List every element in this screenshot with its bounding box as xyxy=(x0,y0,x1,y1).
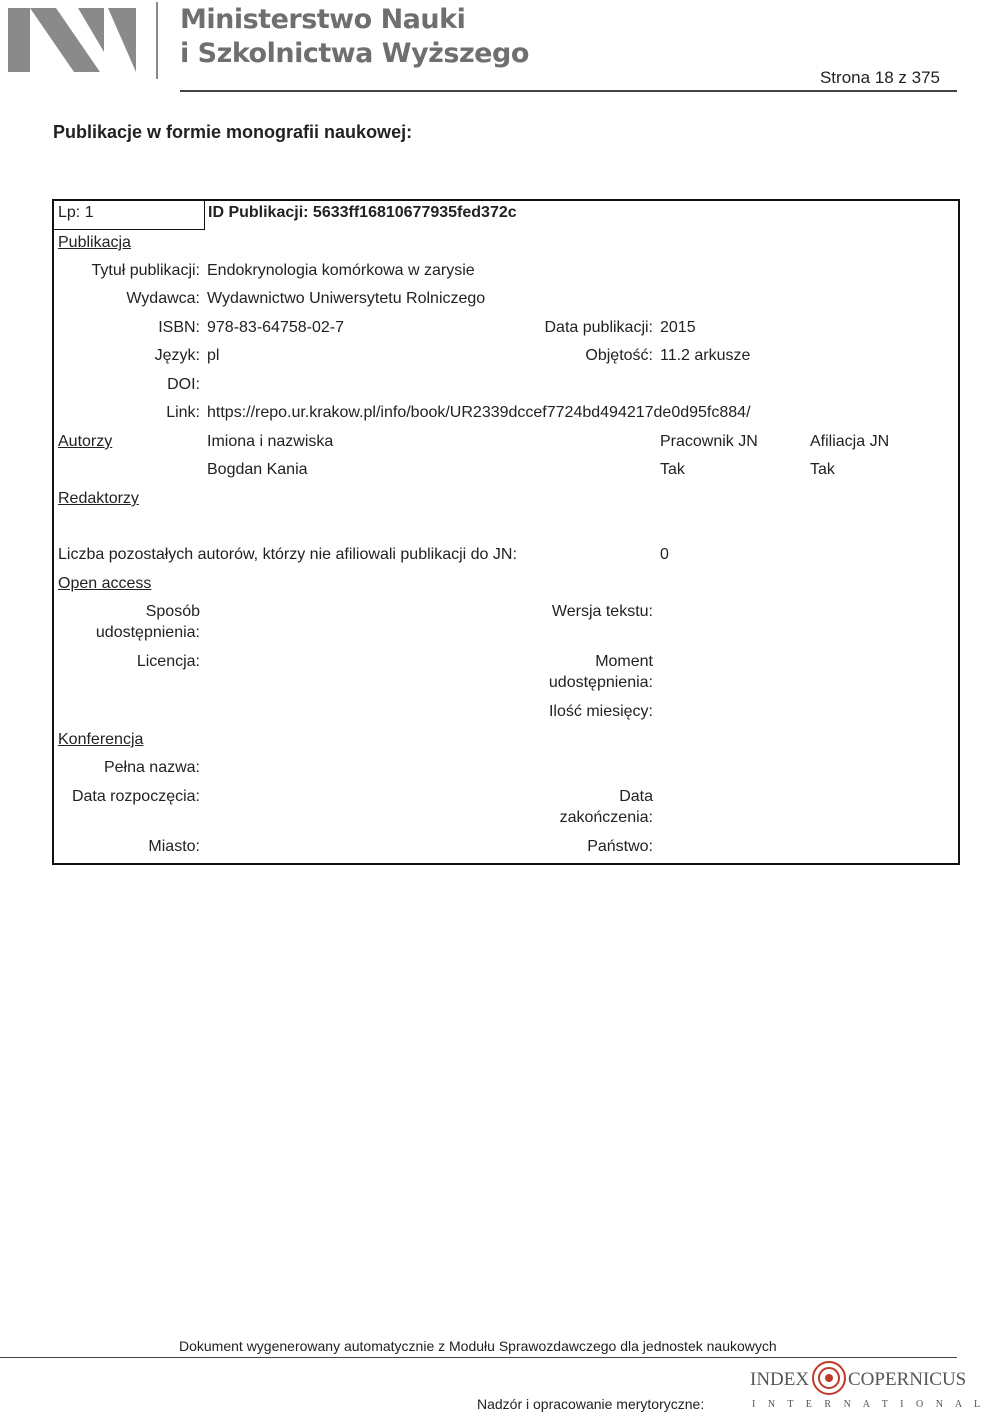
ministry-name xyxy=(180,3,529,71)
volume-value: 11.2 arkusze xyxy=(660,347,751,364)
country-label: Państwo: xyxy=(587,838,653,855)
section-title: Publikacje w formie monografii naukowej: xyxy=(53,122,413,142)
author-name: Bogdan Kania xyxy=(207,461,308,478)
months-label: Ilość miesięcy: xyxy=(548,703,653,720)
fullname-label: Pełna nazwa: xyxy=(103,759,200,776)
end-date-label-line2: zakończenia: xyxy=(559,809,653,826)
autorzy-heading: Autorzy xyxy=(58,433,113,450)
title-label: Tytuł publikacji: xyxy=(91,262,200,279)
link-value[interactable]: https://repo.ur.krakow.pl/info/book/UR2339dccef7724bd494217de0d95fc884/ xyxy=(207,404,751,421)
language-label: Język: xyxy=(154,347,200,364)
page-counter: Strona 18 z 375 xyxy=(819,68,940,87)
authors-col-employee: Pracownik JN xyxy=(660,433,758,450)
isbn-value: 978-83-64758-02-7 xyxy=(207,319,344,336)
start-date-label: Data rozpoczęcia: xyxy=(71,788,200,805)
konferencja-heading: Konferencja xyxy=(58,731,144,748)
end-date-label-line1: Data xyxy=(619,788,653,805)
logo-index-text: INDEX xyxy=(750,1369,810,1390)
footer-supervision: Nadzór i opracowanie merytoryczne: xyxy=(477,1396,705,1412)
moment-label-line1: Moment xyxy=(595,653,653,670)
authors-col-names: Imiona i nazwiska xyxy=(207,433,334,450)
version-label: Wersja tekstu: xyxy=(551,603,653,620)
redaktorzy-heading: Redaktorzy xyxy=(58,490,139,507)
link-label: Link: xyxy=(166,404,200,421)
logo-international-text: I N T E R N A T I O N A L xyxy=(752,1399,985,1410)
publikacja-heading: Publikacja xyxy=(58,234,131,251)
ministry-name-line1: Ministerstwo Nauki xyxy=(180,4,466,35)
copernicus-emblem-icon xyxy=(810,1359,848,1397)
date-label: Data publikacji: xyxy=(544,319,653,336)
other-authors-value: 0 xyxy=(660,546,669,563)
publisher-value: Wydawnictwo Uniwersytetu Rolniczego xyxy=(207,290,486,307)
lp-number: Lp: 1 xyxy=(58,204,94,221)
doi-label: DOI: xyxy=(167,376,200,393)
ministry-name-line2: i Szkolnictwa Wyższego xyxy=(180,38,529,69)
ministry-logo xyxy=(8,8,136,72)
title-value: Endokrynologia komórkowa w zarysie xyxy=(207,262,475,279)
index-copernicus-logo xyxy=(748,1357,985,1413)
volume-label: Objętość: xyxy=(585,347,653,364)
open-access-heading: Open access xyxy=(58,575,152,592)
moment-label-line2: udostępnienia: xyxy=(548,674,653,691)
other-authors-label: Liczba pozostałych autorów, którzy nie afiliowali publikacji do JN: xyxy=(58,546,517,563)
authors-col-affiliation: Afiliacja JN xyxy=(810,433,890,450)
language-value: pl xyxy=(207,347,220,364)
date-value: 2015 xyxy=(660,319,696,336)
header-rule xyxy=(180,90,957,92)
author-employee: Tak xyxy=(660,461,685,478)
author-affiliation: Tak xyxy=(810,461,835,478)
publication-id: ID Publikacji: 5633ff16810677935fed372c xyxy=(208,204,517,221)
city-label: Miasto: xyxy=(148,838,200,855)
header-divider xyxy=(156,2,158,79)
publisher-label: Wydawca: xyxy=(126,290,200,307)
logo-copernicus-text: COPERNICUS xyxy=(848,1369,967,1390)
sharing-label-line2: udostępnienia: xyxy=(95,624,200,641)
footer-generated: Dokument wygenerowany automatycznie z Modułu Sprawozdawczego dla jednostek naukowych xyxy=(179,1338,777,1354)
isbn-label: ISBN: xyxy=(158,319,200,336)
sharing-label-line1: Sposób xyxy=(145,603,200,620)
license-label: Licencja: xyxy=(136,653,200,670)
